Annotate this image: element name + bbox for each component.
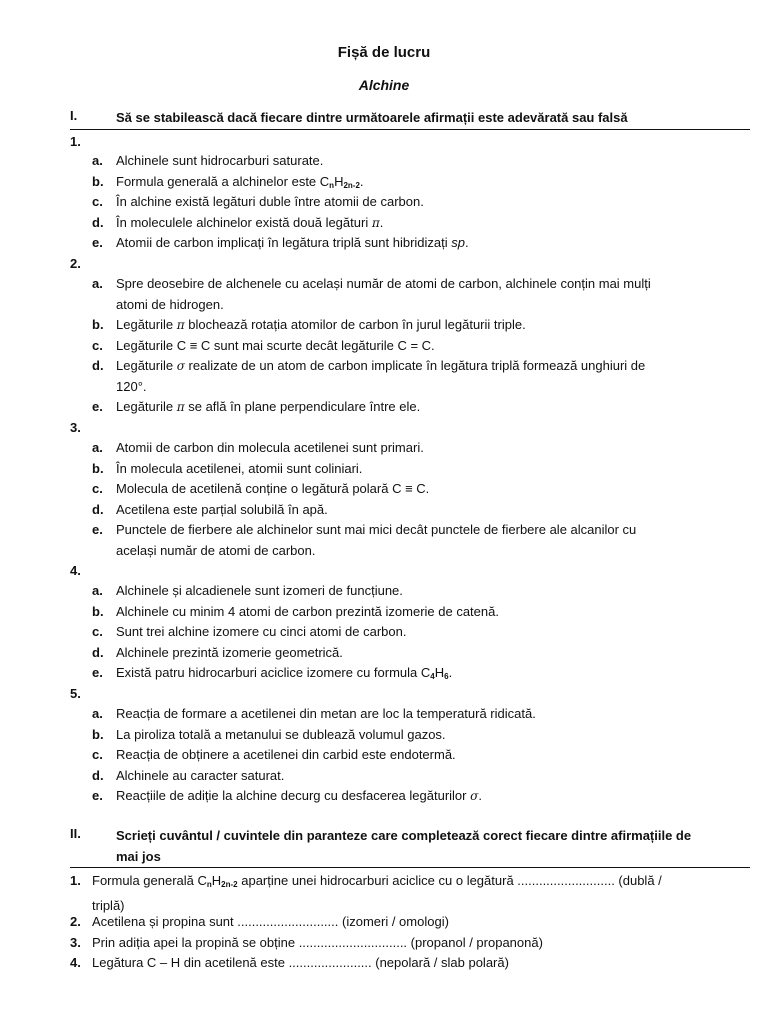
statement-text: În molecula acetilenei, atomii sunt coliniari. [116,460,363,476]
statement-text: Atomii de carbon implicați în legătura triplă sunt hibridizați sp. [116,235,469,250]
statement-letter: c. [92,481,103,496]
statement-letter: d. [92,358,104,373]
statement-item [92,602,712,623]
question-number: 4. [70,563,81,578]
statement-letter: e. [92,235,103,250]
statement-item [92,233,712,254]
section-1-heading [70,108,750,130]
statement-letter: b. [92,317,104,332]
fill-in-item [70,912,720,933]
statement-text: La piroliza totală a metanului se dublează volumul gazos. [116,726,446,742]
statement-letter: d. [92,501,104,517]
statement-text: Sunt trei alchine izomere cu cinci atomi de carbon. [116,624,407,639]
statement-letter: d. [92,214,104,230]
statement-letter: a. [92,706,103,721]
statement-text: Alchinele și alcadienele sunt izomeri de funcțiune. [116,583,403,598]
question-number: 5. [70,686,81,701]
fill-in-text: Prin adiția apei la propină se obține .............................. (propanol / propanonă) [92,934,543,950]
statement-item [92,315,712,336]
statement-text: Reacțiile de adiție la alchine decurg cu desfacerea legăturilor σ. [116,788,482,803]
statement-text: Reacția de obținere a acetilenei din carbid este endotermă. [116,747,456,762]
statement-letter: a. [92,276,103,291]
fill-in-item [70,933,720,954]
section-2-number: II. [70,826,81,841]
statement-text: Alchinele cu minim 4 atomi de carbon prezintă izomerie de catenă. [116,603,499,619]
statement-text: Punctele de fierbere ale alchinelor sunt mai mici decât punctele de fierbere ale alcanilor cu același număr de atomi de carbon. [116,522,637,558]
section-1-heading-text: Să se stabilească dacă fiecare dintre următoarele afirmații este adevărată sau falsă [116,110,628,125]
question-number: 1. [70,134,81,149]
fill-in-text: Acetilena și propina sunt ............................ (izomeri / omologi) [92,914,449,929]
page-subtitle: Alchine [358,77,410,93]
fill-in-text: Formula generală $C_nH_{2n-2}$ aparține unei hidrocarburi aciclice cu o legătură ........................... (dublă / triplă) [92,873,662,913]
statement-item [92,643,712,664]
fill-in-number: 2. [70,914,81,929]
pi-symbol: π [176,318,185,332]
fill-in-text: Legătura C – H din acetilenă este ....................... (nepolară / slab polară) [92,955,509,970]
statement-item [92,336,712,357]
statement-item [92,520,712,561]
statement-text: Acetilena este parțial solubilă în apă. [116,501,328,517]
fill-in-item [70,871,720,916]
statement-item [92,192,712,213]
sigma-symbol: σ [470,789,479,803]
statement-letter: c. [92,624,103,639]
statement-text: Molecula de acetilenă conține o legătură polară C ≡ C. [116,481,430,496]
statement-item [92,397,712,418]
pi-symbol: π [176,400,185,414]
fill-in-number: 1. [70,873,81,888]
page-title: Fișă de lucru [337,44,431,61]
statement-letter: a. [92,583,103,598]
question-number: 3. [70,420,81,435]
statement-item [92,725,712,746]
statement-item [92,274,712,315]
statement-letter: a. [92,153,103,168]
sp-hybridization: sp [451,235,466,250]
statement-text: Formula generală a alchinelor este $C_nH_{2n-2}$. [116,173,364,190]
statement-letter: c. [92,337,103,353]
statement-item [92,622,712,643]
statement-item [92,786,712,807]
statement-letter: e. [92,788,103,803]
statement-item [92,500,712,521]
statement-item [92,581,712,602]
statement-text: Alchinele prezintă izomerie geometrică. [116,644,343,660]
sigma-symbol: σ [176,359,185,373]
fill-in-number: 3. [70,934,81,950]
statement-text: Legăturile C ≡ C sunt mai scurte decât legăturile C = C. [116,337,435,353]
statement-text: Reacția de formare a acetilenei din metan are loc la temperatură ridicată. [116,706,536,721]
statement-letter: c. [92,194,103,209]
statement-text: Alchinele au caracter saturat. [116,767,285,783]
section-1-number: I. [70,108,78,123]
statement-text: Alchinele sunt hidrocarburi saturate. [116,153,324,168]
statement-text: Atomii de carbon din molecula acetilenei sunt primari. [116,440,424,455]
statement-letter: b. [92,460,104,476]
fill-in-number: 4. [70,955,81,970]
statement-item [92,766,712,787]
statement-item [92,704,712,725]
statement-text: Legăturile π se află în plane perpendiculare între ele. [116,399,421,414]
statement-item [92,459,712,480]
statement-text: În moleculele alchinelor există două legături π. [116,214,384,230]
statement-text: Legăturile π blochează rotația atomilor de carbon în jurul legăturii triple. [116,317,526,332]
fill-in-item [70,953,720,974]
statement-item [92,745,712,766]
pi-symbol: π [371,215,380,230]
statement-letter: d. [92,767,104,783]
statement-item [92,213,712,234]
section-2-heading-text: Scrieți cuvântul / cuvintele din paranteze care completează corect fiecare dintre afirmațiile de mai jos [116,828,692,864]
statement-letter: a. [92,440,103,455]
question-number: 2. [70,256,81,271]
statement-letter: b. [92,603,104,619]
statement-letter: b. [92,726,104,742]
statement-item [92,663,712,688]
statement-letter: e. [92,522,103,537]
statement-text: Legăturile σ realizate de un atom de carbon implicate în legătura triplă formează unghiuri de 120°. [116,358,646,394]
statement-item [92,151,712,172]
statement-letter: e. [92,665,103,680]
statement-item [92,356,712,397]
statement-letter: e. [92,399,103,414]
statement-item [92,438,712,459]
statement-item [92,479,712,500]
statement-text: Există patru hidrocarburi aciclice izomere cu formula $C_4H_6$. [116,665,453,681]
statement-text: În alchine există legături duble între atomii de carbon. [116,194,424,209]
section-2-heading [70,826,750,868]
statement-letter: c. [92,747,103,762]
statement-text: Spre deosebire de alchenele cu același număr de atomi de carbon, alchinele conțin mai mulți atomi de hidrogen. [116,276,651,312]
statement-letter: d. [92,644,104,660]
statement-letter: b. [92,173,104,189]
